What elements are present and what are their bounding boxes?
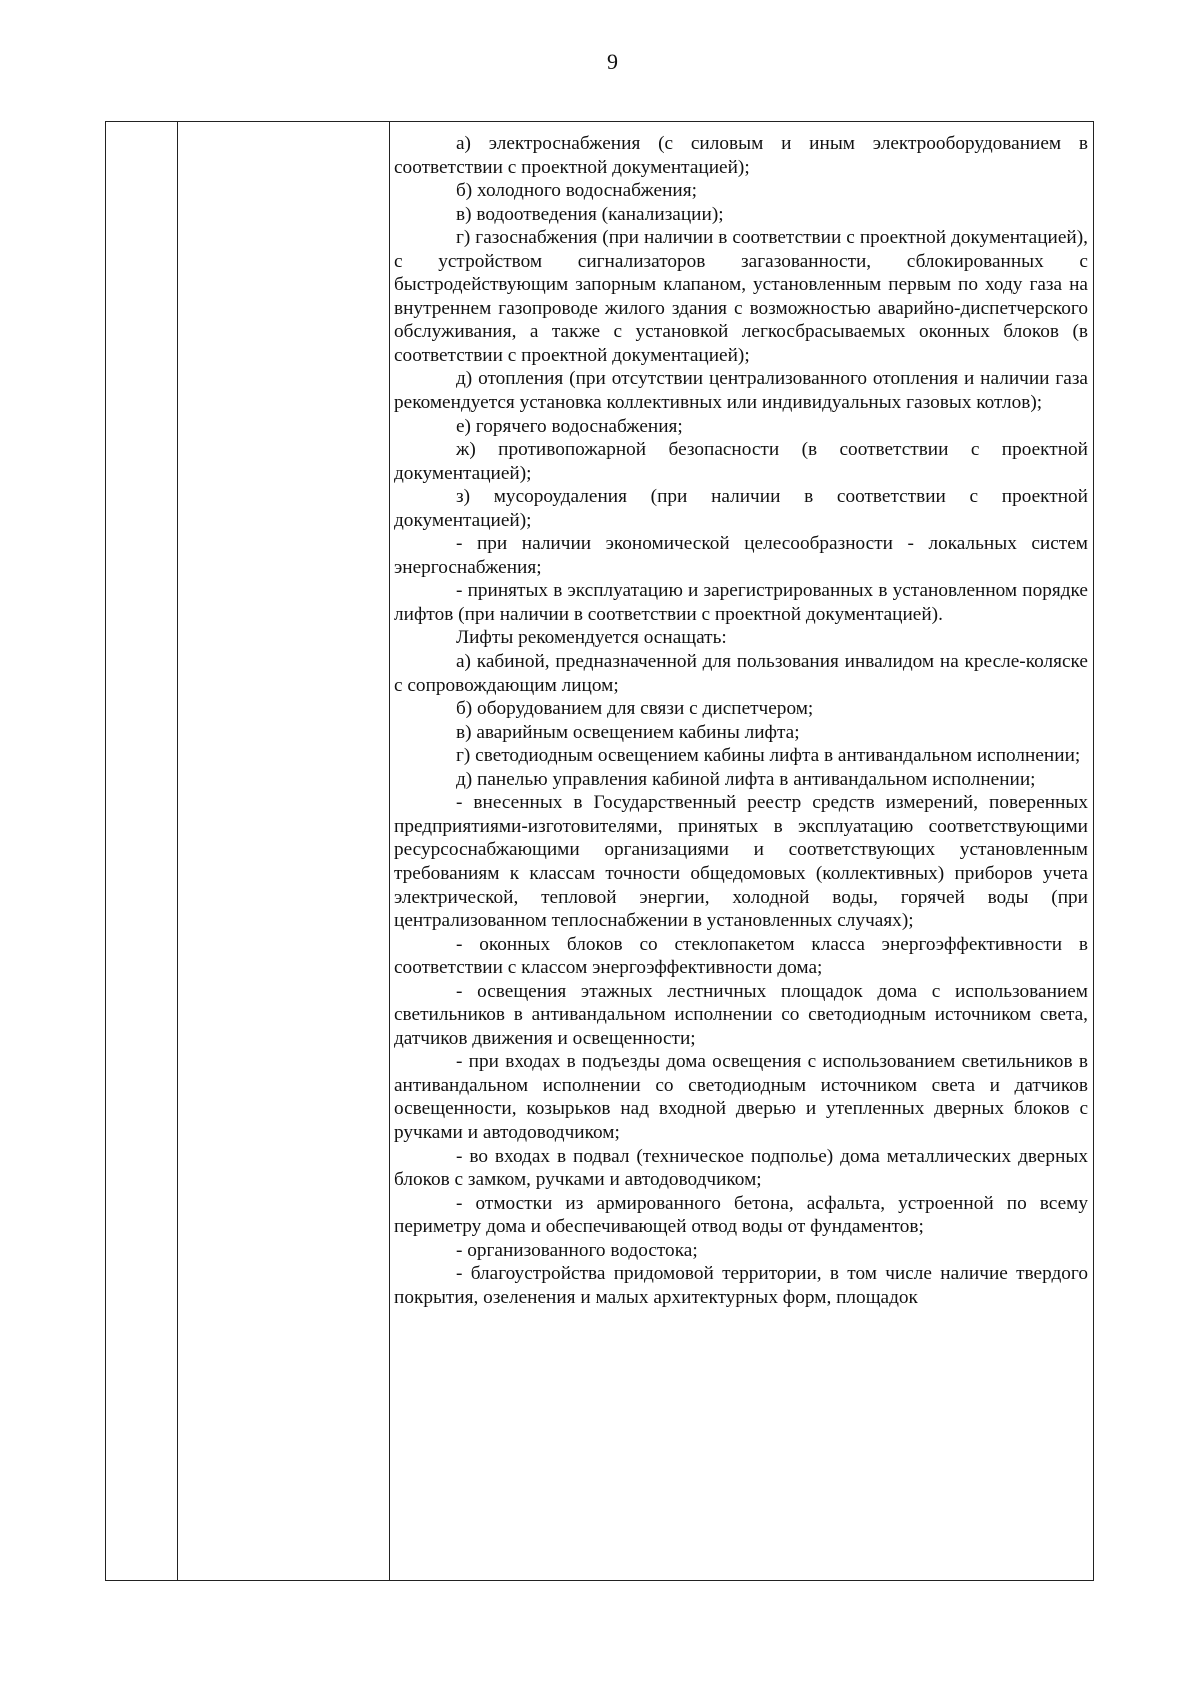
paragraph: - во входах в подвал (техническое подполье) дома металлических дверных блоков с замком, ручками и автодоводчиком; bbox=[394, 1145, 1088, 1191]
paragraph: з) мусороудаления (при наличии в соответствии с проектной документацией); bbox=[394, 486, 1088, 531]
paragraph: - при наличии экономической целесообразности - локальных систем энергоснабжения; bbox=[394, 533, 1088, 578]
paragraph: в) водоотведения (канализации); bbox=[456, 203, 724, 225]
page-number: 9 bbox=[607, 49, 618, 74]
paragraph: д) панелью управления кабиной лифта в антивандальном исполнении; bbox=[456, 768, 1036, 790]
paragraph: - освещения этажных лестничных площадок дома с использованием светильников в антивандальном исполнении со светодиодным источником света, датчиков движения и освещенности; bbox=[394, 980, 1088, 1049]
paragraph: Лифты рекомендуется оснащать: bbox=[456, 627, 727, 649]
paragraph: - организованного водостока; bbox=[456, 1239, 698, 1261]
paragraph: е) горячего водоснабжения; bbox=[456, 415, 683, 437]
paragraph: - при входах в подъезды дома освещения с использованием светильников в антивандальном исполнении со светодиодным источником света и датчиков освещенности, козырьков над входной дверью и утепленных дверных блоков с ручками и автодоводчиком; bbox=[394, 1051, 1088, 1143]
paragraph: а) электроснабжения (с силовым и иным электрооборудованием в соответствии с проектной документацией); bbox=[394, 133, 1088, 178]
paragraph: д) отопления (при отсутствии централизованного отопления и наличии газа рекомендуется установка коллективных или индивидуальных газовых котлов); bbox=[394, 368, 1088, 414]
paragraph: г) светодиодным освещением кабины лифта в антивандальном исполнении; bbox=[456, 745, 1081, 767]
paragraph: б) холодного водоснабжения; bbox=[456, 180, 697, 202]
paragraph: - внесенных в Государственный реестр средств измерений, поверенных предприятиями-изготовителями, принятых в эксплуатацию соответствующими ресурсоснабжающими организациями и соответствующих установленным требованиям к классам точности общедомовых (коллективных) приборов учета электрической, тепловой энергии, холодной воды, горячей воды (при централизованном теплоснабжении в установленных случаях); bbox=[394, 792, 1088, 932]
paragraph: в) аварийным освещением кабины лифта; bbox=[456, 721, 800, 743]
paragraph: б) оборудованием для связи с диспетчером; bbox=[456, 698, 814, 720]
paragraph: - благоустройства придомовой территории, в том числе наличие твердого покрытия, озеленения и малых архитектурных форм, площадок bbox=[394, 1263, 1088, 1308]
paragraph: - оконных блоков со стеклопакетом класса энергоэффективности в соответствии с классом энергоэффективности дома; bbox=[394, 933, 1088, 979]
paragraph: ж) противопожарной безопасности (в соответствии с проектной документацией); bbox=[394, 439, 1088, 484]
table-column-divider bbox=[177, 122, 178, 1580]
table-column-divider bbox=[389, 122, 390, 1580]
paragraph: а) кабиной, предназначенной для пользования инвалидом на кресле-коляске с сопровождающим лицом; bbox=[394, 651, 1088, 696]
paragraph: - принятых в эксплуатацию и зарегистрированных в установленном порядке лифтов (при наличии в соответствии с проектной документацией). bbox=[394, 580, 1088, 625]
document-table bbox=[105, 121, 1094, 1581]
paragraph: г) газоснабжения (при наличии в соответствии с проектной документацией), с устройством сигнализаторов загазованности, сблокированных с быстродействующим запорным клапаном, установленным первым по ходу газа на внутреннем газопроводе жилого здания с возможностью аварийно-диспетчерского обслуживания, а также с установкой легкосбрасываемых оконных блоков (в соответствии с проектной документацией); bbox=[394, 227, 1088, 366]
table-cell-text bbox=[394, 132, 1088, 1309]
paragraph: - отмостки из армированного бетона, асфальта, устроенной по всему периметру дома и обеспечивающей отвод воды от фундаментов; bbox=[394, 1192, 1088, 1238]
